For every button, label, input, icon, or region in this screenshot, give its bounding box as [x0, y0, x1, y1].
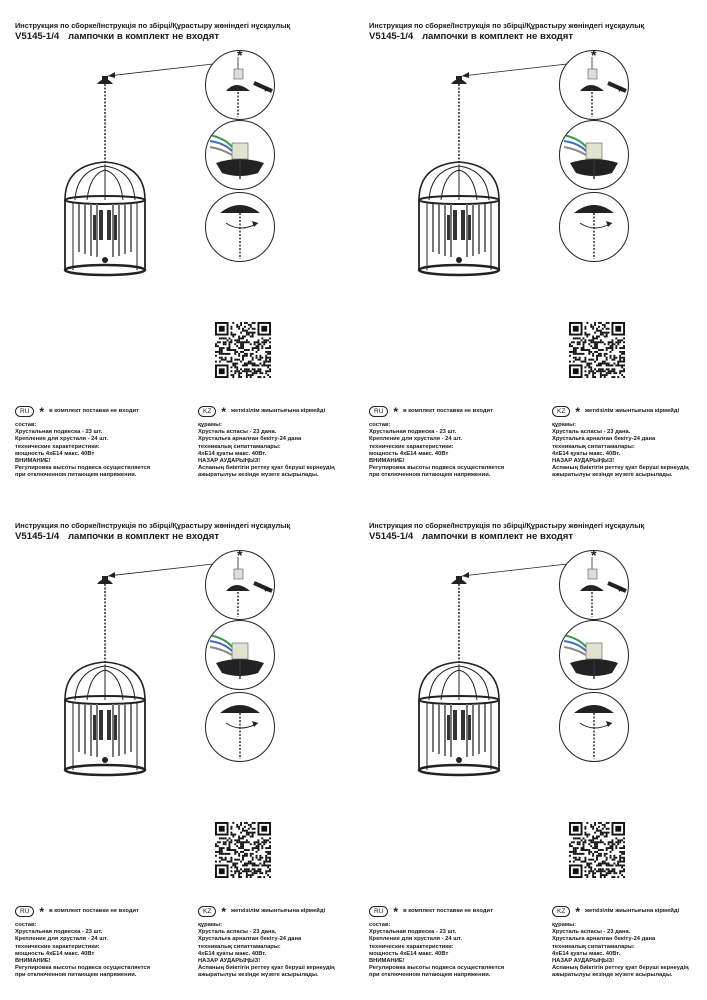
kz-line: Хрустальға арналған бекіту-24 дана: [552, 936, 656, 943]
pointer-arrow: [100, 560, 215, 580]
star-marker-icon: *: [264, 583, 270, 599]
ru-line: мощность 4хЕ14 макс. 40Вт: [15, 950, 95, 957]
ru-line: Регулировка высоты подвеса осуществляется: [369, 965, 505, 972]
star-icon: *: [39, 404, 45, 419]
model-number: V5145-1/4: [15, 31, 60, 42]
ru-line: при отключенном питающем напряжении.: [15, 472, 137, 479]
kz-line: ажыратылуы кезінде жүзеге асырылады.: [552, 472, 673, 479]
ru-line: ВНИМАНИЕ!: [369, 958, 405, 965]
detail-canopy-rotate: [559, 692, 629, 762]
qr-code[interactable]: [569, 322, 625, 378]
ru-line: Хрустальная подвеска - 23 шт.: [15, 929, 103, 936]
kz-badge: KZ: [552, 906, 570, 917]
ru-line: ВНИМАНИЕ!: [15, 458, 51, 465]
star-marker-icon: *: [237, 47, 243, 63]
bulbs-note: лампочки в комплект не входят: [421, 531, 574, 542]
detail-canopy-rotate: [205, 692, 275, 762]
kz-line: ажыратылуы кезінде жүзеге асырылады.: [552, 972, 673, 979]
kz-header-note: жеткізілім жиынтығына кірмейді: [230, 407, 326, 414]
kz-header-note: жеткізілім жиынтығына кірмейді: [584, 407, 680, 414]
ru-line: Регулировка высоты подвеса осуществляется: [15, 465, 151, 472]
kz-line: НАЗАР АУДАРЫҢЫЗ!: [198, 458, 261, 465]
instruction-copy-top-left: [0, 0, 353, 500]
ru-line: Крепление для хрусталя - 24 шт.: [369, 436, 462, 443]
pointer-arrow: [100, 60, 215, 80]
qr-code[interactable]: [215, 322, 271, 378]
pointer-arrow: [454, 560, 569, 580]
detail-wiring: [559, 120, 629, 190]
ru-line: состав:: [15, 422, 37, 428]
ru-line: Крепление для хрусталя - 24 шт.: [15, 936, 108, 943]
kz-badge: KZ: [198, 906, 216, 917]
kz-line: техникалық сипаттамалары:: [552, 443, 635, 450]
ru-badge: RU: [369, 906, 388, 917]
ru-header-note: в комплект поставки не входит: [49, 907, 139, 914]
kz-line: НАЗАР АУДАРЫҢЫЗ!: [552, 458, 615, 465]
kz-header-note: жеткізілім жиынтығына кірмейді: [230, 907, 326, 914]
ru-line: мощность 4хЕ14 макс. 40Вт: [15, 450, 95, 457]
instruction-title: Инструкция по сборке/Інструкція по збірці/Құрастыру жөніндегі нұсқаулық: [369, 21, 645, 30]
star-marker-icon: *: [237, 547, 243, 563]
kz-line: техникалық сипаттамалары:: [552, 943, 635, 950]
kz-header-note: жеткізілім жиынтығына кірмейді: [584, 907, 680, 914]
model-line: [15, 531, 219, 542]
kz-section: [198, 906, 353, 980]
ru-badge: RU: [15, 406, 34, 417]
ru-section: [369, 406, 539, 480]
ru-line: Крепление для хрусталя - 24 шт.: [369, 936, 462, 943]
kz-line: Аспаның биіктігін реттеу қуат беруші кернеудің: [198, 965, 335, 972]
ru-line: состав:: [369, 922, 391, 928]
chandelier-illustration: [399, 70, 519, 285]
bulbs-note: лампочки в комплект не входят: [67, 31, 220, 42]
ru-line: Крепление для хрусталя - 24 шт.: [15, 436, 108, 443]
kz-line: құрамы:: [198, 422, 223, 428]
ru-line: состав:: [369, 422, 391, 428]
ru-header-note: в комплект поставки не входит: [49, 407, 139, 414]
ru-line: технические характеристики:: [369, 443, 454, 450]
model-line: [369, 31, 573, 42]
kz-line: құрамы:: [552, 922, 577, 928]
star-icon: *: [393, 904, 399, 919]
star-icon: *: [575, 404, 580, 419]
kz-line: ажыратылуы кезінде жүзеге асырылады.: [198, 472, 319, 479]
kz-line: Хрустальға арналған бекіту-24 дана: [198, 436, 302, 443]
kz-line: құрамы:: [552, 422, 577, 428]
ru-line: состав:: [15, 922, 37, 928]
ru-line: Регулировка высоты подвеса осуществляется: [15, 965, 151, 972]
ru-line: технические характеристики:: [15, 943, 100, 950]
kz-line: Хрусталь аспасы - 23 дана.: [552, 429, 631, 436]
kz-line: Аспаның биіктігін реттеу қуат беруші кернеудің: [552, 465, 689, 472]
instruction-copy-bottom-left: [0, 500, 353, 1000]
star-icon: *: [393, 404, 399, 419]
star-marker-icon: *: [591, 47, 597, 63]
star-marker-icon: *: [591, 547, 597, 563]
ru-line: мощность 4хЕ14 макс. 40Вт: [369, 450, 449, 457]
chandelier-illustration: [45, 570, 165, 785]
qr-code[interactable]: [569, 822, 625, 878]
ru-line: технические характеристики:: [369, 943, 454, 950]
kz-line: Хрусталь аспасы - 23 дана.: [198, 429, 277, 436]
chandelier-illustration: [45, 70, 165, 285]
detail-wiring: [559, 620, 629, 690]
kz-badge: KZ: [198, 406, 216, 417]
ru-line: Хрустальная подвеска - 23 шт.: [369, 929, 457, 936]
ru-line: технические характеристики:: [15, 443, 100, 450]
kz-line: Хрусталь аспасы - 23 дана.: [198, 929, 277, 936]
kz-line: Хрусталь аспасы - 23 дана.: [552, 929, 631, 936]
model-number: V5145-1/4: [369, 31, 414, 42]
ru-header-note: в комплект поставки не входит: [403, 407, 493, 414]
qr-code[interactable]: [215, 822, 271, 878]
detail-wiring: [205, 620, 275, 690]
ru-section: [15, 906, 185, 980]
instruction-title: Инструкция по сборке/Інструкція по збірці/Құрастыру жөніндегі нұсқаулық: [15, 521, 291, 530]
instruction-title: Инструкция по сборке/Інструкція по збірці/Құрастыру жөніндегі нұсқаулық: [15, 21, 291, 30]
ru-line: Хрустальная подвеска - 23 шт.: [15, 429, 103, 436]
ru-line: при отключенном питающем напряжении.: [369, 972, 491, 979]
model-number: V5145-1/4: [15, 531, 60, 542]
model-number: V5145-1/4: [369, 531, 414, 542]
star-icon: *: [575, 904, 580, 919]
star-marker-icon: *: [618, 83, 624, 99]
kz-line: 4хЕ14 қуаты макс. 40Вт.: [198, 450, 267, 457]
instruction-title: Инструкция по сборке/Інструкція по збірці/Құрастыру жөніндегі нұсқаулық: [369, 521, 645, 530]
ru-line: Регулировка высоты подвеса осуществляется: [369, 465, 505, 472]
instruction-copy-bottom-right: [354, 500, 707, 1000]
kz-line: 4хЕ14 қуаты макс. 40Вт.: [552, 450, 621, 457]
star-icon: *: [39, 904, 45, 919]
kz-line: Аспаның биіктігін реттеу қуат беруші кернеудің: [552, 965, 689, 972]
bulbs-note: лампочки в комплект не входят: [67, 531, 220, 542]
star-icon: *: [221, 404, 226, 419]
detail-canopy-rotate: [559, 192, 629, 262]
kz-line: 4хЕ14 қуаты макс. 40Вт.: [198, 950, 267, 957]
ru-line: ВНИМАНИЕ!: [369, 458, 405, 465]
ru-section: [15, 406, 185, 480]
chandelier-illustration: [399, 570, 519, 785]
kz-section: [552, 406, 707, 480]
ru-line: Хрустальная подвеска - 23 шт.: [369, 429, 457, 436]
ru-badge: RU: [369, 406, 388, 417]
ru-line: мощность 4хЕ14 макс. 40Вт: [369, 950, 449, 957]
kz-line: НАЗАР АУДАРЫҢЫЗ!: [552, 958, 615, 965]
kz-badge: KZ: [552, 406, 570, 417]
ru-line: при отключенном питающем напряжении.: [369, 472, 491, 479]
pointer-arrow: [454, 60, 569, 80]
kz-line: 4хЕ14 қуаты макс. 40Вт.: [552, 950, 621, 957]
kz-line: құрамы:: [198, 922, 223, 928]
detail-canopy-rotate: [205, 192, 275, 262]
bulbs-note: лампочки в комплект не входят: [421, 31, 574, 42]
star-marker-icon: *: [264, 83, 270, 99]
model-line: [15, 31, 219, 42]
ru-line: ВНИМАНИЕ!: [15, 958, 51, 965]
kz-line: Хрустальға арналған бекіту-24 дана: [198, 936, 302, 943]
kz-line: ажыратылуы кезінде жүзеге асырылады.: [198, 972, 319, 979]
ru-header-note: в комплект поставки не входит: [403, 907, 493, 914]
kz-line: Хрустальға арналған бекіту-24 дана: [552, 436, 656, 443]
model-line: [369, 531, 573, 542]
detail-wiring: [205, 120, 275, 190]
kz-section: [552, 906, 707, 980]
ru-badge: RU: [15, 906, 34, 917]
kz-line: НАЗАР АУДАРЫҢЫЗ!: [198, 958, 261, 965]
kz-line: техникалық сипаттамалары:: [198, 943, 281, 950]
kz-section: [198, 406, 353, 480]
instruction-copy-top-right: [354, 0, 707, 500]
kz-line: Аспаның биіктігін реттеу қуат беруші кернеудің: [198, 465, 335, 472]
star-icon: *: [221, 904, 226, 919]
kz-line: техникалық сипаттамалары:: [198, 443, 281, 450]
star-marker-icon: *: [618, 583, 624, 599]
ru-section: [369, 906, 539, 980]
ru-line: при отключенном питающем напряжении.: [15, 972, 137, 979]
